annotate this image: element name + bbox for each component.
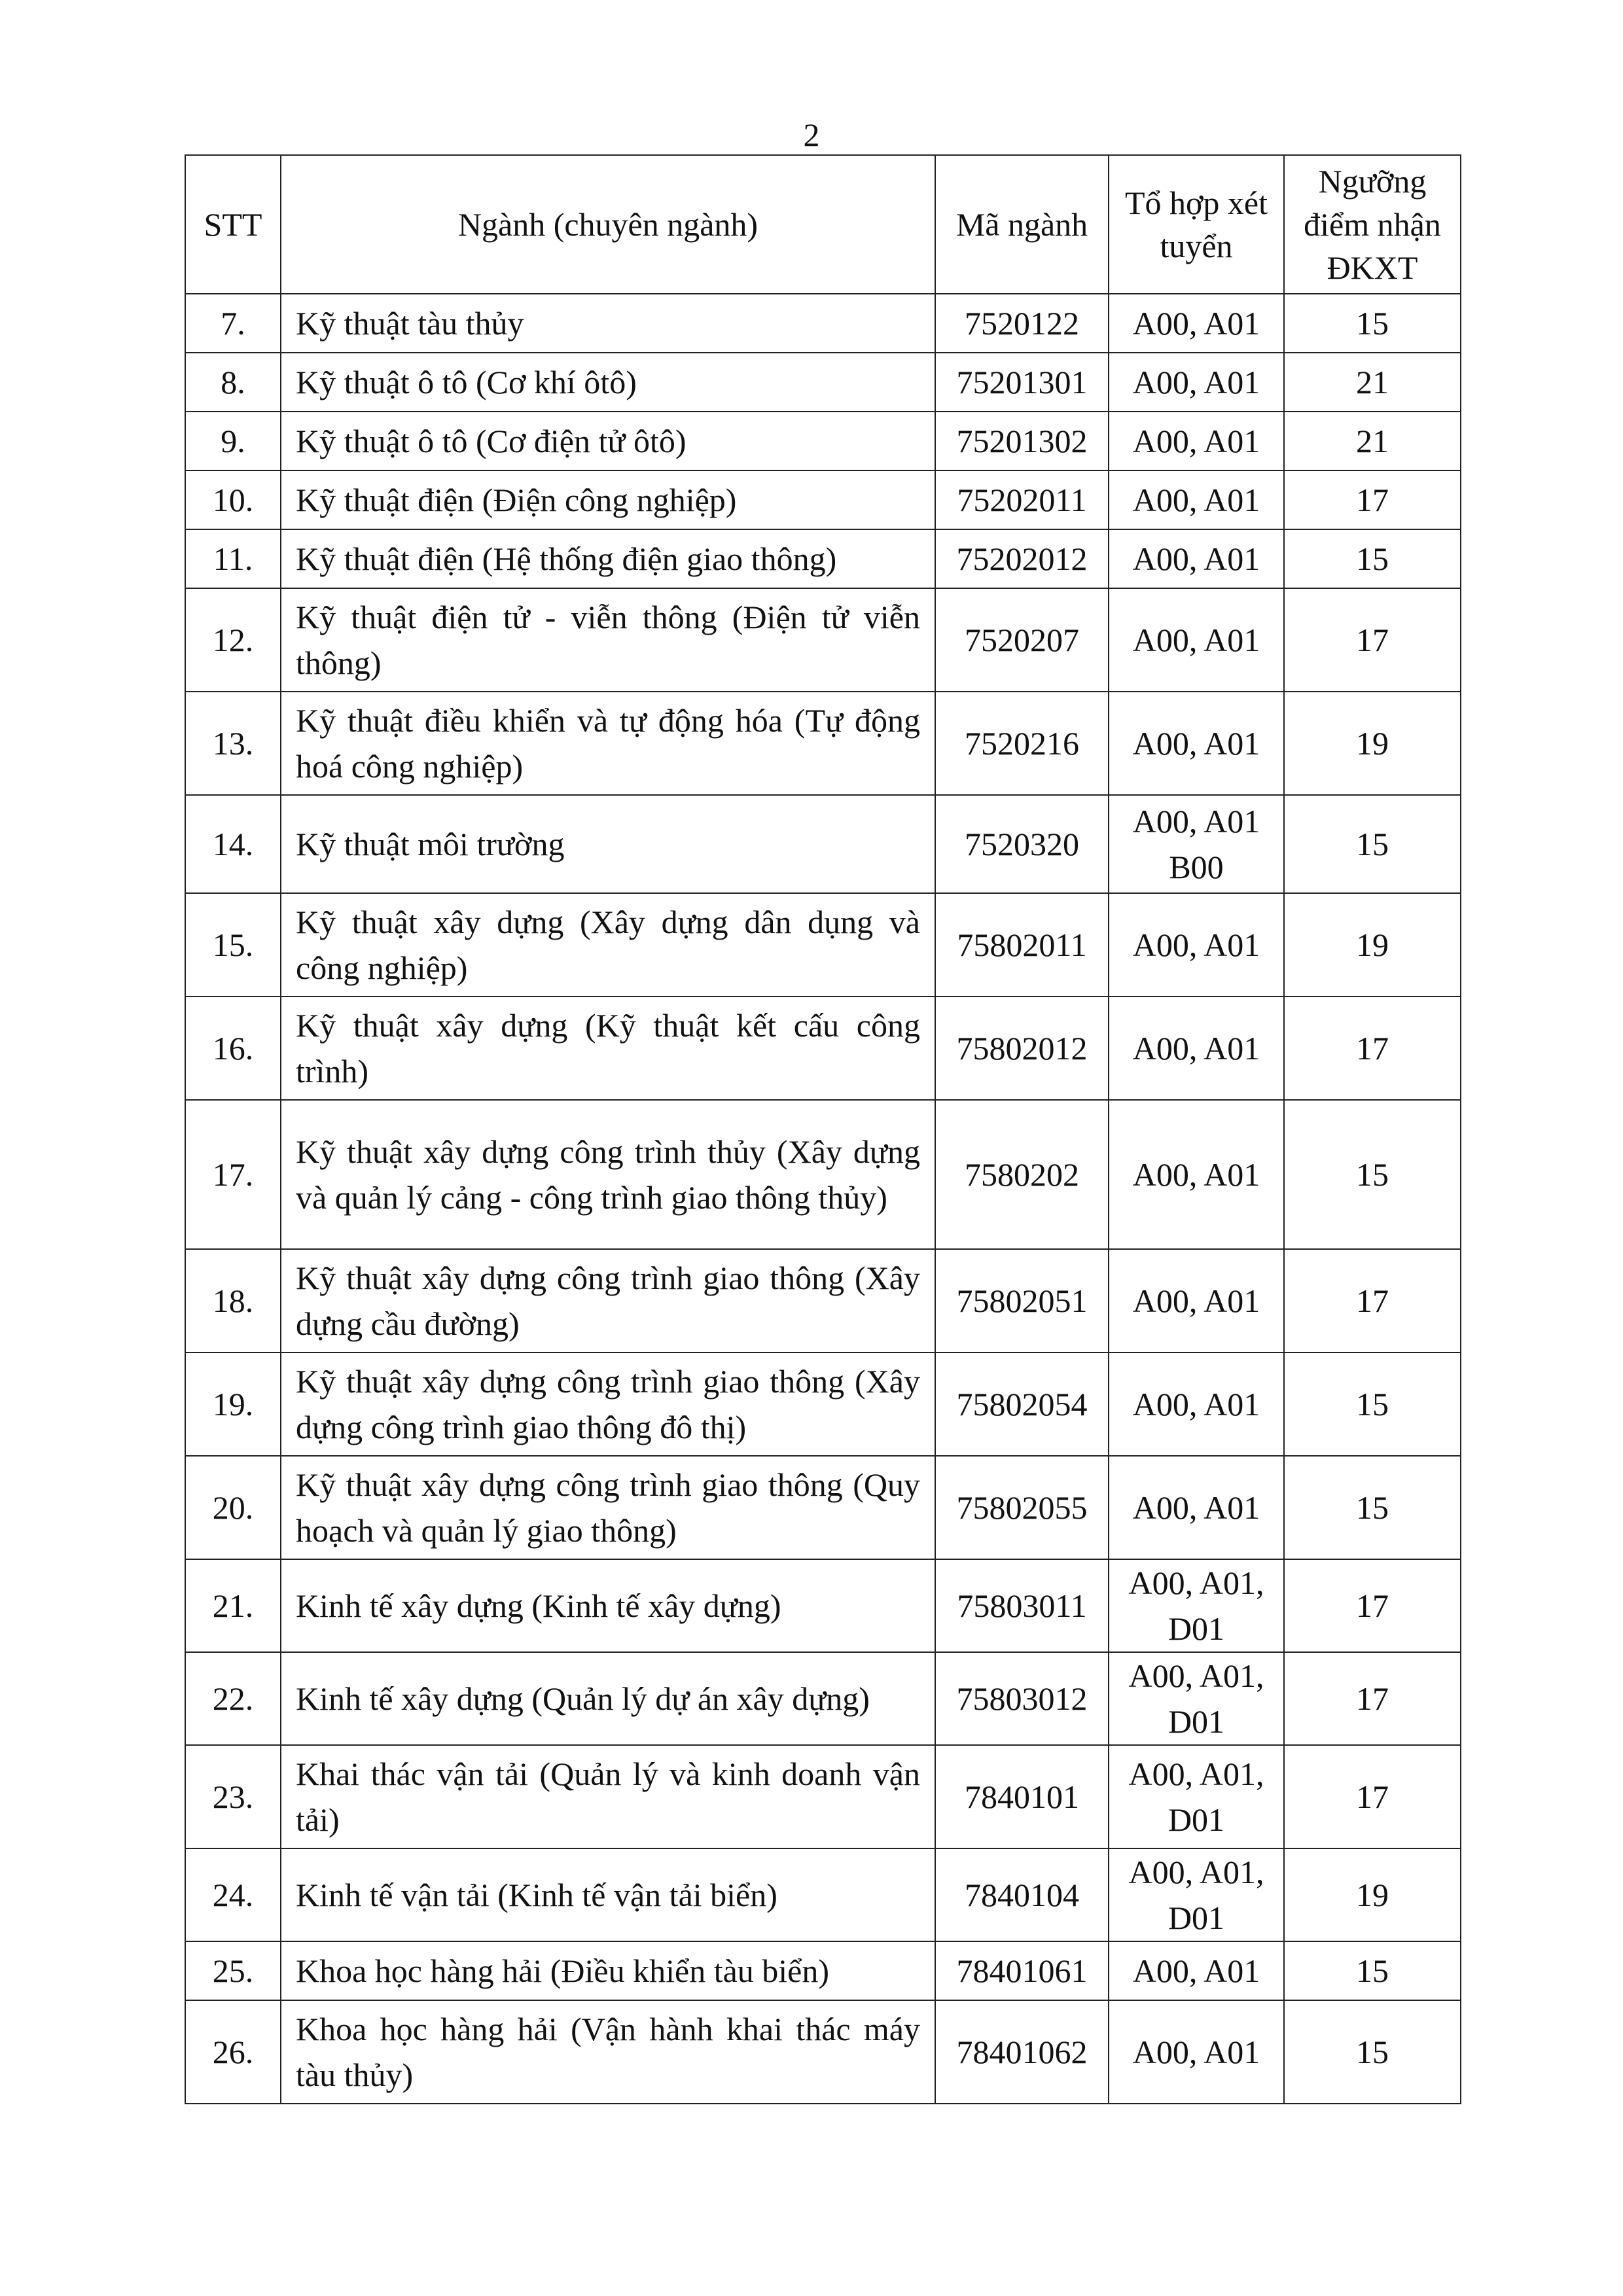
table-row <box>185 1352 1461 1456</box>
header-code: Mã ngành <box>935 155 1109 294</box>
table-row <box>185 1652 1461 1745</box>
table-row <box>185 692 1461 795</box>
row-major-name: Kỹ thuật xây dựng công trình giao thông (Xây dựng công trình giao thông đô thị) <box>281 1352 935 1456</box>
table-row <box>185 412 1461 470</box>
row-threshold-score: 17 <box>1284 1652 1461 1745</box>
row-subject-combination: A00, A01 <box>1109 2000 1284 2104</box>
row-subject-combination: A00, A01 <box>1109 1941 1284 2000</box>
row-stt: 25. <box>185 1941 281 2000</box>
row-stt: 22. <box>185 1652 281 1745</box>
page-number: 2 <box>803 116 820 153</box>
row-subject-combination: A00, A01 <box>1109 1352 1284 1456</box>
row-major-name: Kỹ thuật môi trường <box>281 795 935 893</box>
row-subject-combination: A00, A01 <box>1109 1249 1284 1352</box>
row-stt: 10. <box>185 470 281 529</box>
table-row <box>185 795 1461 893</box>
row-subject-combination: A00, A01 <box>1109 1100 1284 1249</box>
header-threshold: Ngưỡng điểm nhận ĐKXT <box>1284 155 1461 294</box>
row-subject-combination: A00, A01 <box>1109 1456 1284 1559</box>
row-threshold-score: 21 <box>1284 412 1461 470</box>
row-threshold-score: 15 <box>1284 529 1461 588</box>
row-major-name: Kỹ thuật điện tử - viễn thông (Điện tử viễn thông) <box>281 588 935 692</box>
row-major-code: 78401061 <box>935 1941 1109 2000</box>
row-major-code: 75802011 <box>935 893 1109 997</box>
row-stt: 15. <box>185 893 281 997</box>
row-subject-combination: A00, A01 <box>1109 353 1284 412</box>
row-major-code: 7840104 <box>935 1848 1109 1941</box>
row-major-name: Kỹ thuật xây dựng (Kỹ thuật kết cấu công trình) <box>281 997 935 1100</box>
row-stt: 19. <box>185 1352 281 1456</box>
table-row <box>185 1745 1461 1848</box>
row-major-code: 7520216 <box>935 692 1109 795</box>
row-major-code: 75803012 <box>935 1652 1109 1745</box>
row-stt: 14. <box>185 795 281 893</box>
row-major-name: Kỹ thuật ô tô (Cơ điện tử ôtô) <box>281 412 935 470</box>
row-stt: 12. <box>185 588 281 692</box>
row-major-name: Kỹ thuật ô tô (Cơ khí ôtô) <box>281 353 935 412</box>
table-row <box>185 1456 1461 1559</box>
row-subject-combination: A00, A01, D01 <box>1109 1559 1284 1652</box>
row-major-code: 75201301 <box>935 353 1109 412</box>
row-major-name: Kỹ thuật điều khiển và tự động hóa (Tự động hoá công nghiệp) <box>281 692 935 795</box>
row-threshold-score: 21 <box>1284 353 1461 412</box>
row-subject-combination: A00, A01 <box>1109 692 1284 795</box>
row-subject-combination: A00, A01 <box>1109 294 1284 353</box>
row-major-name: Kỹ thuật điện (Hệ thống điện giao thông) <box>281 529 935 588</box>
row-stt: 13. <box>185 692 281 795</box>
row-subject-combination: A00, A01 <box>1109 997 1284 1100</box>
row-subject-combination: A00, A01 <box>1109 893 1284 997</box>
row-subject-combination: A00, A01 <box>1109 588 1284 692</box>
row-major-name: Kinh tế xây dựng (Kinh tế xây dựng) <box>281 1559 935 1652</box>
row-major-code: 7580202 <box>935 1100 1109 1249</box>
row-major-code: 75802051 <box>935 1249 1109 1352</box>
table-row <box>185 470 1461 529</box>
row-major-code: 7840101 <box>935 1745 1109 1848</box>
row-stt: 9. <box>185 412 281 470</box>
row-major-code: 75802012 <box>935 997 1109 1100</box>
header-stt: STT <box>185 155 281 294</box>
header-combo: Tổ hợp xét tuyển <box>1109 155 1284 294</box>
row-major-code: 7520207 <box>935 588 1109 692</box>
row-major-name: Khoa học hàng hải (Vận hành khai thác máy tàu thủy) <box>281 2000 935 2104</box>
row-stt: 17. <box>185 1100 281 1249</box>
row-subject-combination: A00, A01, D01 <box>1109 1652 1284 1745</box>
table-row <box>185 1848 1461 1941</box>
row-major-code: 75202012 <box>935 529 1109 588</box>
row-major-name: Kỹ thuật xây dựng công trình thủy (Xây dựng và quản lý cảng - công trình giao thông thủy) <box>281 1100 935 1249</box>
row-threshold-score: 15 <box>1284 1456 1461 1559</box>
table-row <box>185 997 1461 1100</box>
table-row <box>185 1941 1461 2000</box>
row-threshold-score: 17 <box>1284 470 1461 529</box>
row-major-code: 7520122 <box>935 294 1109 353</box>
row-threshold-score: 17 <box>1284 1745 1461 1848</box>
row-threshold-score: 17 <box>1284 1559 1461 1652</box>
table-row <box>185 2000 1461 2104</box>
admissions-table <box>185 154 1461 2104</box>
row-major-name: Kỹ thuật tàu thủy <box>281 294 935 353</box>
row-major-name: Kinh tế vận tải (Kinh tế vận tải biển) <box>281 1848 935 1941</box>
row-threshold-score: 19 <box>1284 692 1461 795</box>
row-stt: 23. <box>185 1745 281 1848</box>
row-stt: 16. <box>185 997 281 1100</box>
row-major-name: Khoa học hàng hải (Điều khiển tàu biển) <box>281 1941 935 2000</box>
row-major-code: 75201302 <box>935 412 1109 470</box>
header-major: Ngành (chuyên ngành) <box>281 155 935 294</box>
row-subject-combination: A00, A01 <box>1109 412 1284 470</box>
row-major-name: Kỹ thuật xây dựng công trình giao thông (Quy hoạch và quản lý giao thông) <box>281 1456 935 1559</box>
row-threshold-score: 17 <box>1284 1249 1461 1352</box>
row-major-name: Kỹ thuật điện (Điện công nghiệp) <box>281 470 935 529</box>
row-stt: 24. <box>185 1848 281 1941</box>
row-threshold-score: 17 <box>1284 997 1461 1100</box>
row-threshold-score: 15 <box>1284 1941 1461 2000</box>
row-stt: 8. <box>185 353 281 412</box>
row-stt: 7. <box>185 294 281 353</box>
row-stt: 26. <box>185 2000 281 2104</box>
row-subject-combination: A00, A01, D01 <box>1109 1745 1284 1848</box>
row-major-code: 78401062 <box>935 2000 1109 2104</box>
row-threshold-score: 17 <box>1284 588 1461 692</box>
row-subject-combination: A00, A01, D01 <box>1109 1848 1284 1941</box>
row-major-name: Khai thác vận tải (Quản lý và kinh doanh vận tải) <box>281 1745 935 1848</box>
row-major-code: 7520320 <box>935 795 1109 893</box>
row-subject-combination: A00, A01 <box>1109 529 1284 588</box>
table-body <box>185 294 1461 2104</box>
table-row <box>185 353 1461 412</box>
table-row <box>185 588 1461 692</box>
row-stt: 21. <box>185 1559 281 1652</box>
row-major-name: Kinh tế xây dựng (Quản lý dự án xây dựng) <box>281 1652 935 1745</box>
table-row <box>185 1100 1461 1249</box>
table-row <box>185 1559 1461 1652</box>
row-major-name: Kỹ thuật xây dựng công trình giao thông (Xây dựng cầu đường) <box>281 1249 935 1352</box>
row-stt: 20. <box>185 1456 281 1559</box>
table-row <box>185 529 1461 588</box>
table-row <box>185 893 1461 997</box>
row-major-code: 75803011 <box>935 1559 1109 1652</box>
row-threshold-score: 15 <box>1284 2000 1461 2104</box>
table-row <box>185 1249 1461 1352</box>
row-stt: 18. <box>185 1249 281 1352</box>
row-major-code: 75802054 <box>935 1352 1109 1456</box>
row-threshold-score: 19 <box>1284 893 1461 997</box>
row-major-name: Kỹ thuật xây dựng (Xây dựng dân dụng và công nghiệp) <box>281 893 935 997</box>
row-subject-combination: A00, A01 B00 <box>1109 795 1284 893</box>
table-row <box>185 294 1461 353</box>
row-subject-combination: A00, A01 <box>1109 470 1284 529</box>
row-threshold-score: 15 <box>1284 795 1461 893</box>
table-header-row <box>185 155 1461 294</box>
row-stt: 11. <box>185 529 281 588</box>
row-threshold-score: 15 <box>1284 294 1461 353</box>
row-threshold-score: 15 <box>1284 1352 1461 1456</box>
row-major-code: 75202011 <box>935 470 1109 529</box>
row-threshold-score: 19 <box>1284 1848 1461 1941</box>
row-threshold-score: 15 <box>1284 1100 1461 1249</box>
row-major-code: 75802055 <box>935 1456 1109 1559</box>
